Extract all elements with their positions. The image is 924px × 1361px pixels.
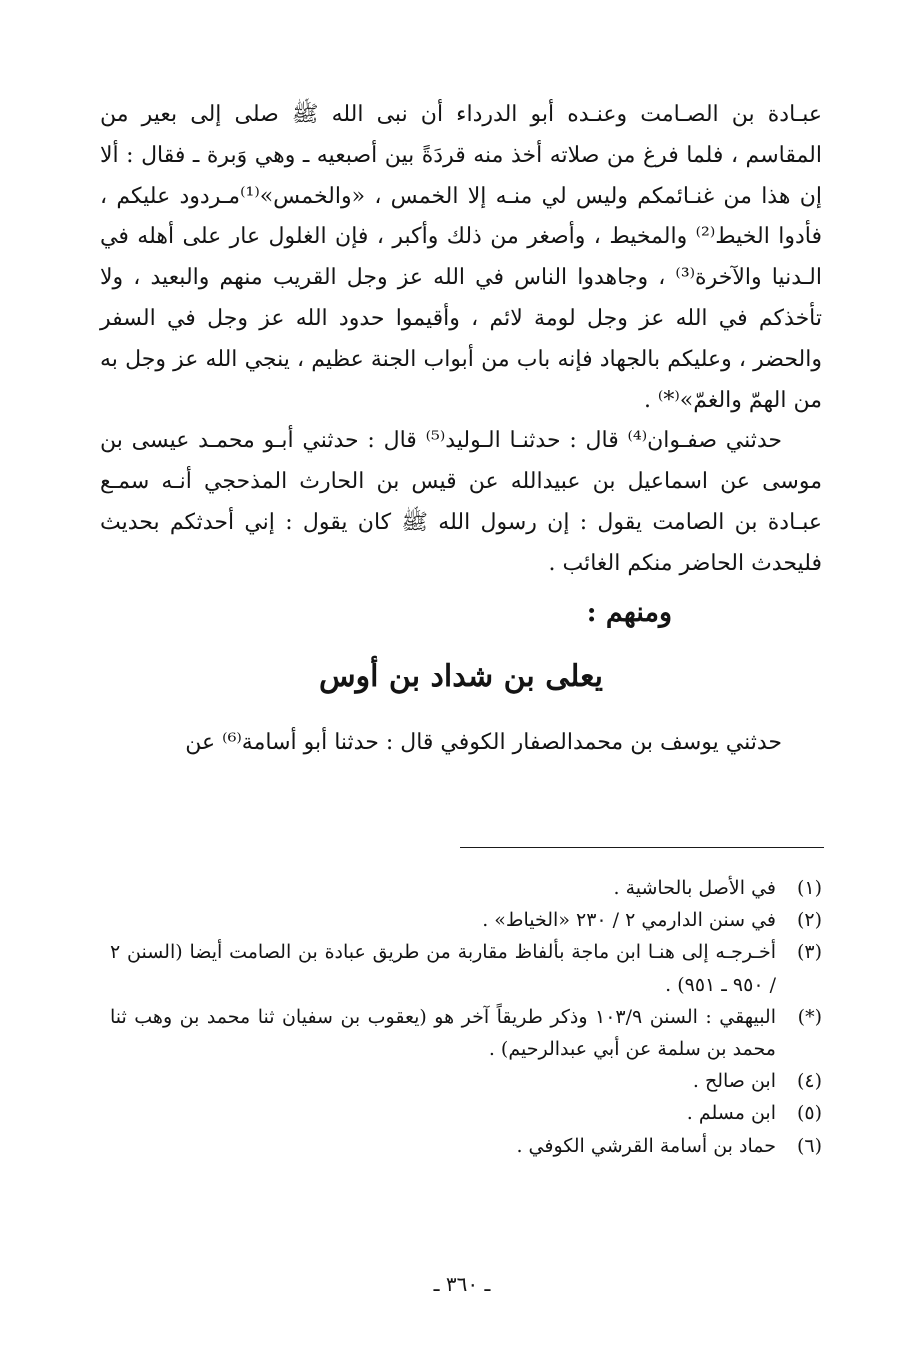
footnote-text: ابن مسلم . — [686, 1102, 776, 1125]
footnote-item — [110, 1130, 822, 1162]
footnote-number: (٥) — [796, 1102, 822, 1125]
footnote-item — [110, 936, 822, 1000]
main-text — [100, 95, 822, 585]
paragraph-hadith-text: عبـادة بن الصـامت وعنـده أبو الدرداء أن نبى الله ﷺ صلى إلى بعير من المقاسم ، فلما فرغ من صلاته أخذ منه قردَةً بين أصبعيه ـ وهي وَبرة ـ فقال : ألا إن هذا من غنـائمكم وليس لي منـه إلا الخمس ، «والخمس»⁽¹⁾مـردود عليكم ، فأدوا الخيط⁽²⁾ والمخيط ، وأصغر من ذلك وأكبر ، فإن الغلول عار على أهله في الـدنيا والآخرة⁽³⁾ ، وجاهدوا الناس في الله عز وجل القريب منهم والبعيد ، ولا تأخذكم في الله عز وجل لومة لائم ، وأقيموا حدود الله عز وجل في السفر والحضر ، وعليكم بالجهاد فإنه باب من أبواب الجنة عظيم ، ينجي الله عز وجل به من الهمّ والغمّ»⁽*⁾ . — [100, 102, 823, 413]
footnotes — [110, 872, 822, 1162]
footnote-text: ابن صالح . — [692, 1070, 776, 1093]
footnote-item — [110, 872, 822, 904]
footnote-item — [110, 904, 822, 936]
footnote-number: (٤) — [796, 1070, 822, 1093]
footnote-item — [110, 1065, 822, 1097]
footnote-text: حماد بن أسامة القرشي الكوفي . — [516, 1134, 776, 1157]
footnote-text: في الأصل بالحاشية . — [613, 877, 776, 899]
footnote-number: (٦) — [796, 1134, 822, 1157]
footnote-number: (٢) — [796, 909, 822, 932]
paragraph-isnad: حدثني صفـوان⁽⁴⁾ قال : حدثنـا الـوليد⁽⁵⁾ قال : حدثني أبـو محمـد عيسى بن موسى عن اسماعيل بن عبيدالله عن قيس بن الحارث المذحجي أنـه سمـع عبـادة بن الصامت يقول : إن رسول الله ﷺ كان يقول : إني أحدثكم بحديث فليحدث الحاضر منكم الغائب . — [100, 428, 822, 576]
paragraph-after-heading: حدثني يوسف بن محمدالصفار الكوفي قال : حدثنا أبو أسامة⁽⁶⁾ عن — [185, 729, 782, 755]
footnote-number: (٣) — [796, 941, 822, 964]
page-number: ـ ٣٦٠ ـ — [433, 1272, 491, 1296]
footnote-divider — [460, 847, 824, 848]
footnote-text: في سنن الدارمي ٢ / ٢٣٠ «الخياط» . — [482, 909, 776, 932]
section-label: ومنهم : — [586, 596, 672, 628]
footnote-item — [110, 1097, 822, 1129]
page-body — [100, 95, 822, 763]
footnote-number: (*) — [797, 1005, 822, 1028]
person-heading: يعلى بن شداد بن أوس — [319, 658, 603, 694]
footnote-number: (١) — [796, 877, 822, 899]
footnote-text: البيهقي : السنن ١٠٣/٩ وذكر طريقاً آخر هو (يعقوب بن سفيان ثنا محمد بن وهب ثنا محمد بن سلمة عن أبي عبدالرحيم) . — [110, 1005, 776, 1061]
footnote-item — [110, 1001, 822, 1065]
footnote-text: أخـرجـه إلى هنـا ابن ماجة بألفاظ مقاربة من طريق عبادة بن الصامت أيضا (السنن ٢ / ٩٥٠ ـ ٩٥١) . — [110, 941, 776, 996]
